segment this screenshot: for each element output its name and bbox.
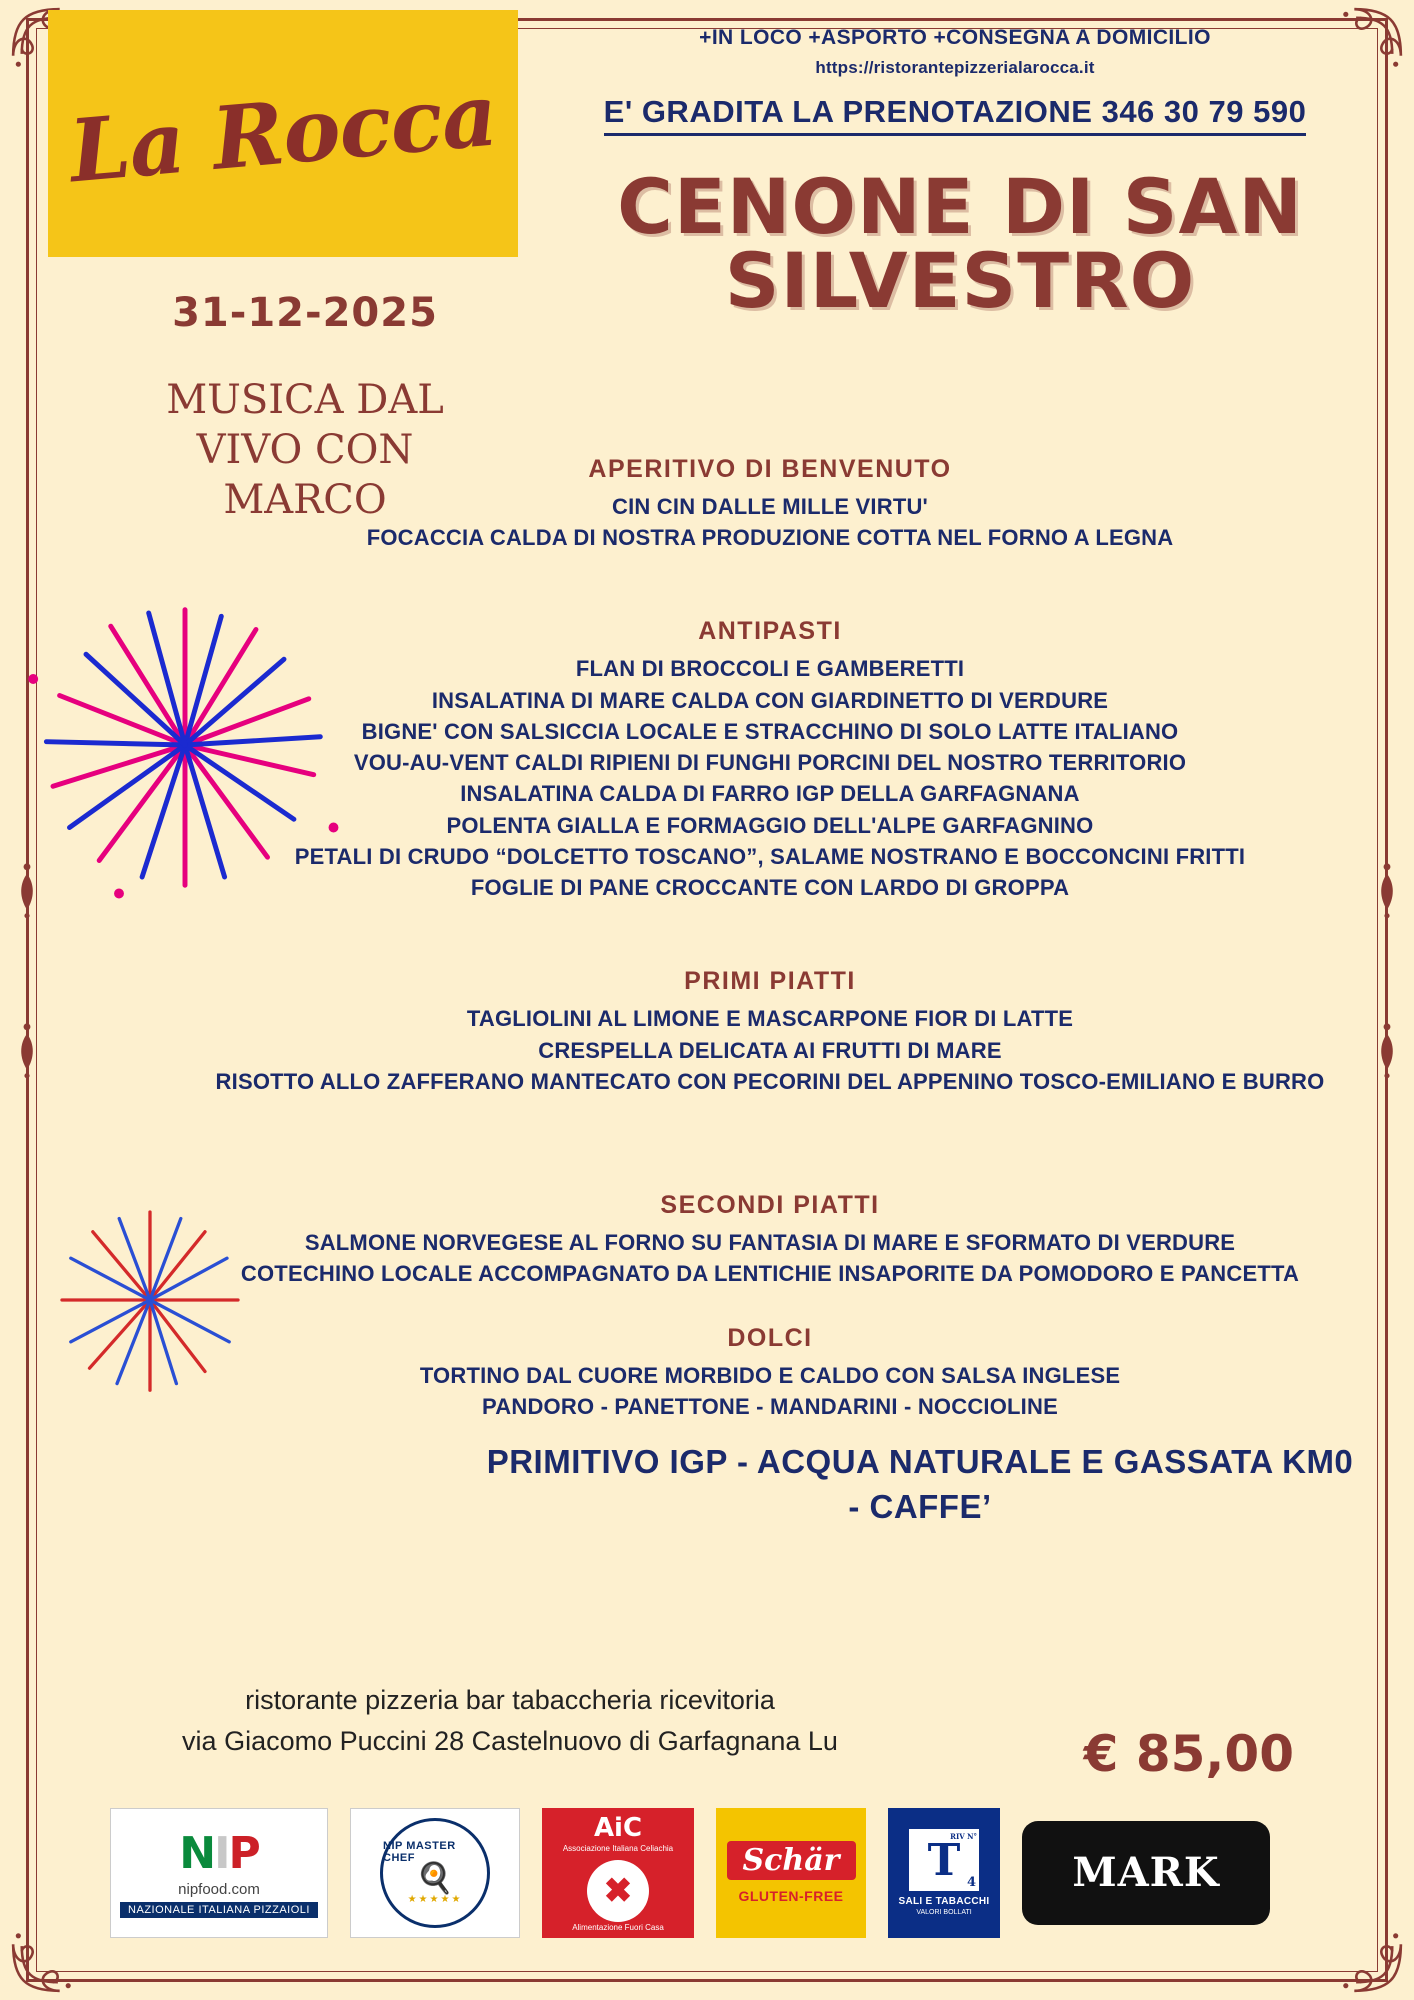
schar-tag: GLUTEN-FREE — [738, 1888, 844, 1904]
restaurant-logo — [48, 10, 518, 257]
tabacchi-label: SALI E TABACCHI — [898, 1896, 990, 1907]
aic-letters: AiC — [593, 1813, 643, 1844]
aic-logo — [542, 1808, 694, 1938]
menu-content — [180, 455, 1360, 1529]
schar-name: Schär — [727, 1841, 856, 1880]
logo-text: La Rocca — [65, 64, 501, 203]
street-address: via Giacomo Puccini 28 Castelnuovo di Garfagnana Lu — [182, 1725, 838, 1756]
menu-item: BIGNE' CON SALSICCIA LOCALE E STRACCHINO DI SOLO LATTE ITALIANO — [361, 718, 1179, 744]
corner-ornament-icon — [8, 1910, 94, 1996]
menu-item: SALMONE NORVEGESE AL FORNO SU FANTASIA DI MARE E SFORMATO DI VERDURE — [304, 1230, 1236, 1256]
menu-item: FLAN DI BROCCOLI E GAMBERETTI — [575, 656, 965, 682]
mark-logo — [1022, 1821, 1270, 1925]
schar-logo — [716, 1808, 866, 1938]
section-heading: DOLCI — [727, 1323, 813, 1352]
chef-hat-icon: 🍳 — [416, 1862, 454, 1895]
menu-item: TAGLIOLINI AL LIMONE E MASCARPONE FIOR DI LATTE — [466, 1006, 1074, 1032]
menu-item: COTECHINO LOCALE ACCOMPAGNATO DA LENTICHIE INSAPORITE DA POMODORO E PANCETTA — [240, 1261, 1300, 1287]
side-ornament-icon — [14, 1020, 40, 1080]
tabacchi-t-icon — [909, 1829, 979, 1891]
event-date: 31-12-2025 — [172, 290, 438, 336]
services-line: +IN LOCO +ASPORTO +CONSEGNA A DOMICILIO — [699, 26, 1211, 49]
tabacchi-letter: T — [927, 1834, 961, 1886]
price-badge: € 85,00 — [1083, 1725, 1294, 1783]
footer-address-block — [60, 1680, 960, 1761]
business-types: ristorante pizzeria bar tabaccheria ricevitoria — [245, 1685, 775, 1715]
nip-domain: nipfood.com — [178, 1880, 260, 1898]
section-heading: APERITIVO DI BENVENUTO — [588, 455, 952, 483]
menu-item: RISOTTO ALLO ZAFFERANO MANTECATO CON PECORINI DEL APPENINO TOSCO-EMILIANO E BURRO — [215, 1068, 1325, 1094]
tabacchi-logo — [888, 1808, 1000, 1938]
drinks-line: PRIMITIVO IGP - ACQUA NATURALE E GASSATA KM0 - CAFFE’ — [486, 1442, 1354, 1525]
header-info — [560, 26, 1350, 136]
nip-letters: NIP — [179, 1827, 259, 1879]
menu-item: FOGLIE DI PANE CROCCANTE CON LARDO DI GROPPA — [470, 875, 1070, 901]
menu-item: INSALATINA DI MARE CALDA CON GIARDINETTO DI VERDURE — [431, 687, 1109, 713]
nip-masterchef-logo — [350, 1808, 520, 1938]
page-title: CENONE DI SAN SILVESTRO — [617, 162, 1303, 326]
section-heading: ANTIPASTI — [698, 617, 842, 646]
section-heading: SECONDI PIATTI — [660, 1191, 880, 1220]
masterchef-stars: ★★★★★ — [407, 1894, 463, 1905]
menu-item: VOU-AU-VENT CALDI RIPIENI DI FUNGHI PORCINI DEL NOSTRO TERRITORIO — [353, 750, 1187, 776]
certification-logos — [110, 1800, 1340, 1945]
tabacchi-number: 4 — [966, 1875, 976, 1890]
booking-line: E' GRADITA LA PRENOTAZIONE 346 30 79 590 — [604, 94, 1307, 136]
side-ornament-icon — [1374, 1020, 1400, 1080]
menu-item: PANDORO - PANETTONE - MANDARINI - NOCCIOLINE — [482, 1393, 1058, 1419]
gluten-free-plate-icon: ✖ — [587, 1860, 649, 1922]
website-link[interactable]: https://ristorantepizzerialarocca.it — [815, 58, 1095, 77]
aic-tag: Alimentazione Fuori Casa — [572, 1922, 664, 1932]
menu-item: CRESPELLA DELICATA AI FRUTTI DI MARE — [538, 1037, 1002, 1063]
masterchef-title: NIP MASTER CHEF — [383, 1840, 456, 1864]
masterchef-ring — [380, 1818, 490, 1928]
menu-item: INSALATINA CALDA DI FARRO IGP DELLA GARFAGNANA — [460, 781, 1080, 807]
menu-item: CIN CIN DALLE MILLE VIRTU' — [612, 494, 928, 519]
menu-item: POLENTA GIALLA E FORMAGGIO DELL'ALPE GARFAGNINO — [446, 812, 1094, 838]
nip-caption: NAZIONALE ITALIANA PIZZAIOLI — [120, 1902, 318, 1918]
aic-subtitle: Associazione Italiana Celiachia — [562, 1844, 674, 1854]
mark-name: MARK — [1072, 1849, 1220, 1896]
section-heading: PRIMI PIATTI — [684, 967, 856, 996]
menu-item: PETALI DI CRUDO “DOLCETTO TOSCANO”, SALAME NOSTRANO E BOCCONCINI FRITTI — [294, 843, 1246, 869]
menu-item: TORTINO DAL CUORE MORBIDO E CALDO CON SALSA INGLESE — [419, 1362, 1121, 1388]
side-ornament-icon — [1374, 860, 1400, 920]
tabacchi-sub: VALORI BOLLATI — [916, 1909, 972, 1916]
nip-logo — [110, 1808, 328, 1938]
tabacchi-rev: RIV N° — [950, 1832, 977, 1841]
menu-item: FOCACCIA CALDA DI NOSTRA PRODUZIONE COTTA NEL FORNO A LEGNA — [366, 525, 1174, 551]
live-music-note: MUSICA DAL VIVO CON MARCO — [166, 377, 444, 523]
